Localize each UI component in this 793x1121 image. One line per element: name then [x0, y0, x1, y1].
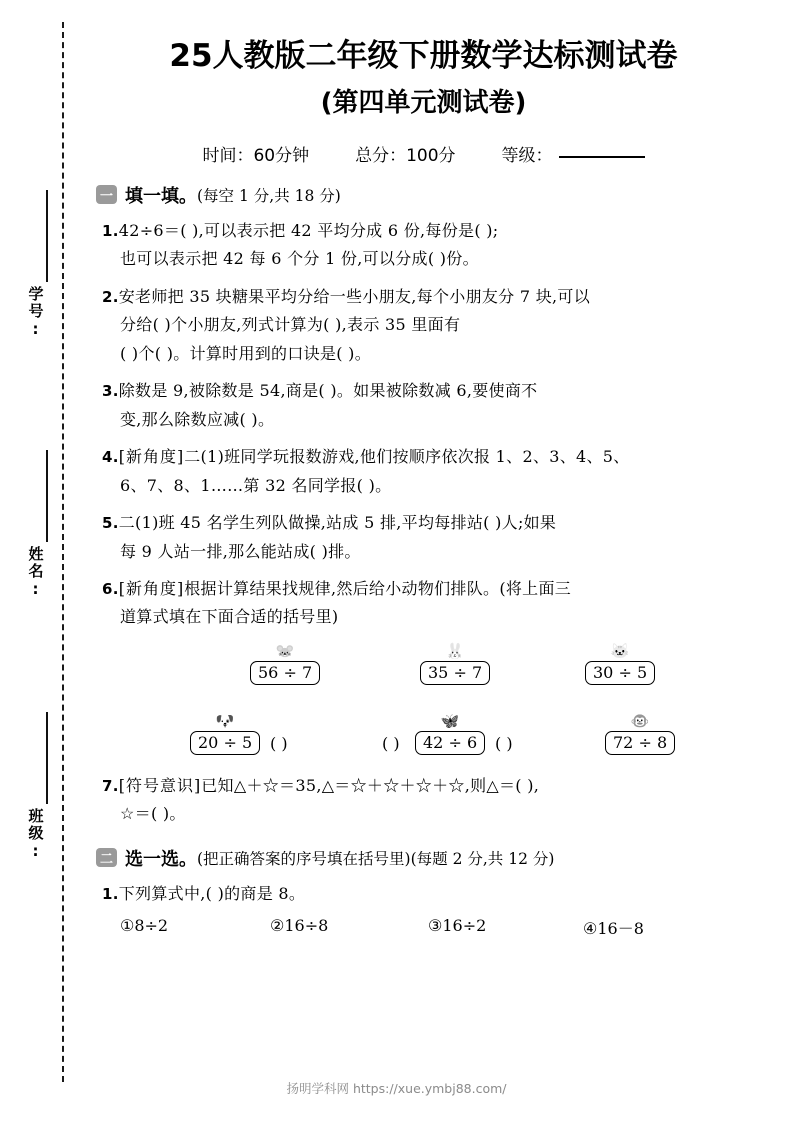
question-3-number: 3.	[102, 382, 119, 401]
choice-question-1-line-1: 下列算式中,( )的商是 8。	[118, 883, 306, 903]
class-field[interactable]	[14, 712, 58, 862]
answer-blank-3[interactable]: ( )	[495, 733, 513, 753]
student-name-writing-rule	[46, 450, 48, 542]
option-b[interactable]: ②16÷8	[270, 916, 329, 936]
section-title-choice: 选一选。	[125, 848, 197, 870]
question-6	[94, 575, 753, 632]
expression-chip-1[interactable]: 56 ÷ 7	[250, 661, 320, 685]
section-header-fill-in	[96, 182, 753, 208]
section-marker-two: 二	[96, 848, 117, 867]
question-4-tag: [新角度]	[118, 447, 185, 467]
section-marker-one: 一	[96, 185, 117, 204]
monkey-icon: 🐵	[630, 711, 650, 730]
question-7-tag: [符号意识]	[118, 775, 202, 795]
section-title-fill-in: 填一填。	[125, 185, 197, 207]
exam-total-score: 总分：100分	[355, 145, 456, 166]
expression-chip-group-1[interactable]	[250, 641, 320, 685]
question-4-line-2: 6、7、8、1……第 32 名同学报( )。	[120, 475, 392, 495]
question-5	[94, 509, 753, 566]
expression-chip-6[interactable]: 72 ÷ 8	[605, 731, 675, 755]
expression-row-bottom	[94, 711, 753, 770]
expression-chip-group-3[interactable]	[585, 641, 655, 685]
answer-blank-2[interactable]: ( )	[382, 733, 400, 753]
question-7	[94, 772, 753, 829]
expression-chip-3[interactable]: 30 ÷ 5	[585, 661, 655, 685]
expression-chip-group-4[interactable]	[190, 711, 260, 755]
dog-icon: 🐶	[215, 711, 235, 730]
question-7-line-2: ☆＝( )。	[120, 804, 186, 824]
student-name-label: 姓名:	[26, 546, 45, 600]
expression-chip-4[interactable]: 20 ÷ 5	[190, 731, 260, 755]
question-2-number: 2.	[102, 287, 119, 306]
choice-question-1-options	[94, 916, 753, 939]
question-2-line-1: 安老师把 35 块糖果平均分给一些小朋友,每个小朋友分 7 块,可以	[118, 286, 591, 306]
student-name-field[interactable]	[14, 450, 58, 600]
left-margin-strip	[0, 0, 84, 1121]
question-7-line-1: 已知△＋☆＝35,△＝☆＋☆＋☆＋☆,则△＝( ),	[201, 775, 540, 795]
exam-time: 时间：60分钟	[202, 145, 310, 166]
question-2-line-2: 分给( )个小朋友,列式计算为( ),表示 35 里面有	[120, 315, 461, 335]
exam-sheet	[84, 0, 793, 1121]
question-5-number: 5.	[102, 514, 119, 533]
question-4-line-1: 二(1)班同学玩报数游戏,他们按顺序依次报 1、2、3、4、5、	[184, 447, 630, 467]
student-id-writing-rule	[46, 190, 48, 282]
question-3-line-1: 除数是 9,被除数是 54,商是( )。如果被除数减 6,要使商不	[118, 381, 538, 401]
section-note-fill-in: (每空 1 分,共 18 分)	[197, 186, 341, 205]
question-3	[94, 377, 753, 434]
expression-chip-group-2[interactable]	[420, 641, 490, 685]
page-title: 25人教版二年级下册数学达标测试卷	[169, 38, 678, 74]
student-id-field[interactable]	[14, 190, 58, 340]
choice-question-1-number: 1.	[102, 884, 119, 903]
question-6-line-1: 根据计算结果找规律,然后给小动物们排队。(将上面三	[184, 579, 572, 598]
butterfly-icon: 🦋	[440, 711, 460, 730]
question-1	[94, 217, 753, 274]
footer-watermark: 扬明学科网 https://xue.ymbj88.com/	[286, 1081, 507, 1096]
question-2	[94, 283, 753, 368]
expression-chip-group-6[interactable]	[605, 711, 675, 755]
question-6-tag: [新角度]	[118, 579, 185, 598]
expression-row-top	[94, 641, 753, 700]
question-3-line-2: 变,那么除数应减( )。	[120, 409, 275, 429]
question-6-line-2: 道算式填在下面合适的括号里)	[120, 607, 339, 627]
question-5-line-2: 每 9 人站一排,那么能站成( )排。	[120, 541, 361, 561]
class-writing-rule	[46, 712, 48, 804]
expression-chip-2[interactable]: 35 ÷ 7	[420, 661, 490, 685]
section-header-choice	[96, 845, 753, 871]
expression-chip-group-5[interactable]	[415, 711, 485, 755]
question-2-line-3: ( )个( )。计算时用到的口诀是( )。	[120, 343, 372, 363]
exam-meta-row	[94, 141, 753, 166]
section-note-choice: (把正确答案的序号填在括号里)(每题 2 分,共 12 分)	[197, 849, 555, 868]
question-6-number: 6.	[102, 580, 119, 598]
student-id-label: 学号:	[26, 286, 45, 340]
cut-dashed-line	[62, 22, 64, 1082]
question-1-line-2: 也可以表示把 42 每 6 个分 1 份,可以分成( )份。	[120, 249, 479, 269]
grade-blank-rule[interactable]	[559, 156, 645, 158]
question-4	[94, 443, 753, 500]
answer-blank-1[interactable]: ( )	[270, 733, 288, 753]
cat-icon: 🐱	[610, 641, 630, 660]
option-d[interactable]: ④16－8	[583, 919, 644, 939]
question-1-number: 1.	[102, 221, 119, 240]
mouse-icon: 🐭	[275, 641, 295, 660]
option-a[interactable]: ①8÷2	[120, 916, 169, 936]
page-subtitle: (第四单元测试卷)	[320, 87, 527, 118]
exam-grade-field[interactable]	[502, 141, 645, 166]
question-1-line-1: 42÷6＝( ),可以表示把 42 平均分成 6 份,每份是( );	[118, 220, 499, 240]
question-5-line-1: 二(1)班 45 名学生列队做操,站成 5 排,平均每排站( )人;如果	[118, 513, 557, 533]
choice-question-1	[94, 880, 753, 908]
rabbit-icon: 🐰	[445, 641, 465, 660]
class-label: 班级:	[26, 808, 45, 862]
option-c[interactable]: ③16÷2	[428, 916, 487, 936]
exam-grade-label: 等级：	[501, 145, 553, 166]
expression-chip-5[interactable]: 42 ÷ 6	[415, 731, 485, 755]
question-7-number: 7.	[102, 776, 119, 795]
question-4-number: 4.	[102, 448, 119, 467]
